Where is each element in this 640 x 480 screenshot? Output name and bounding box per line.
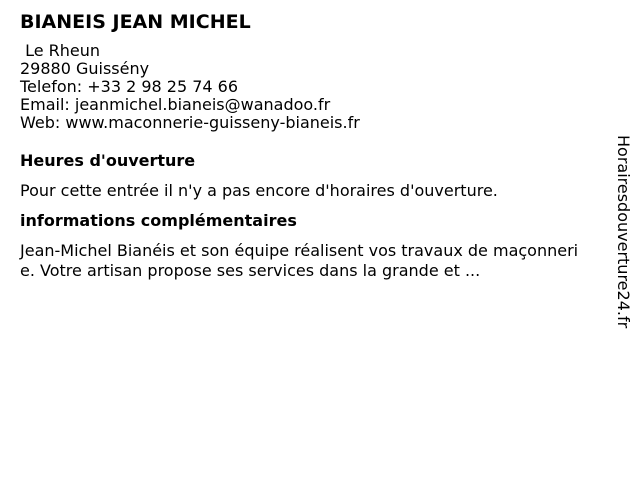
additional-info-heading: informations complémentaires (20, 211, 297, 230)
business-card (20, 10, 605, 281)
business-name: BIANEIS JEAN MICHEL (20, 11, 251, 33)
email: Email: jeanmichel.bianeis@wanadoo.fr (20, 95, 331, 114)
postal-city: 29880 Guissény (20, 59, 150, 78)
website: Web: www.maconnerie-guisseny-bianeis.fr (20, 113, 360, 132)
opening-hours-heading: Heures d'ouverture (20, 151, 196, 170)
opening-hours-text: Pour cette entrée il n'y a pas encore d'horaires d'ouverture. (20, 181, 498, 200)
phone: Telefon: +33 2 98 25 74 66 (20, 77, 239, 96)
additional-info-text: Jean-Michel Bianéis et son équipe réalisent vos travaux de maçonnerie. Votre artisan propose ses services dans la grande et ... (20, 241, 579, 280)
address-line: Le Rheun (20, 41, 101, 60)
site-watermark: Horairesdouverture24.fr (614, 135, 633, 329)
